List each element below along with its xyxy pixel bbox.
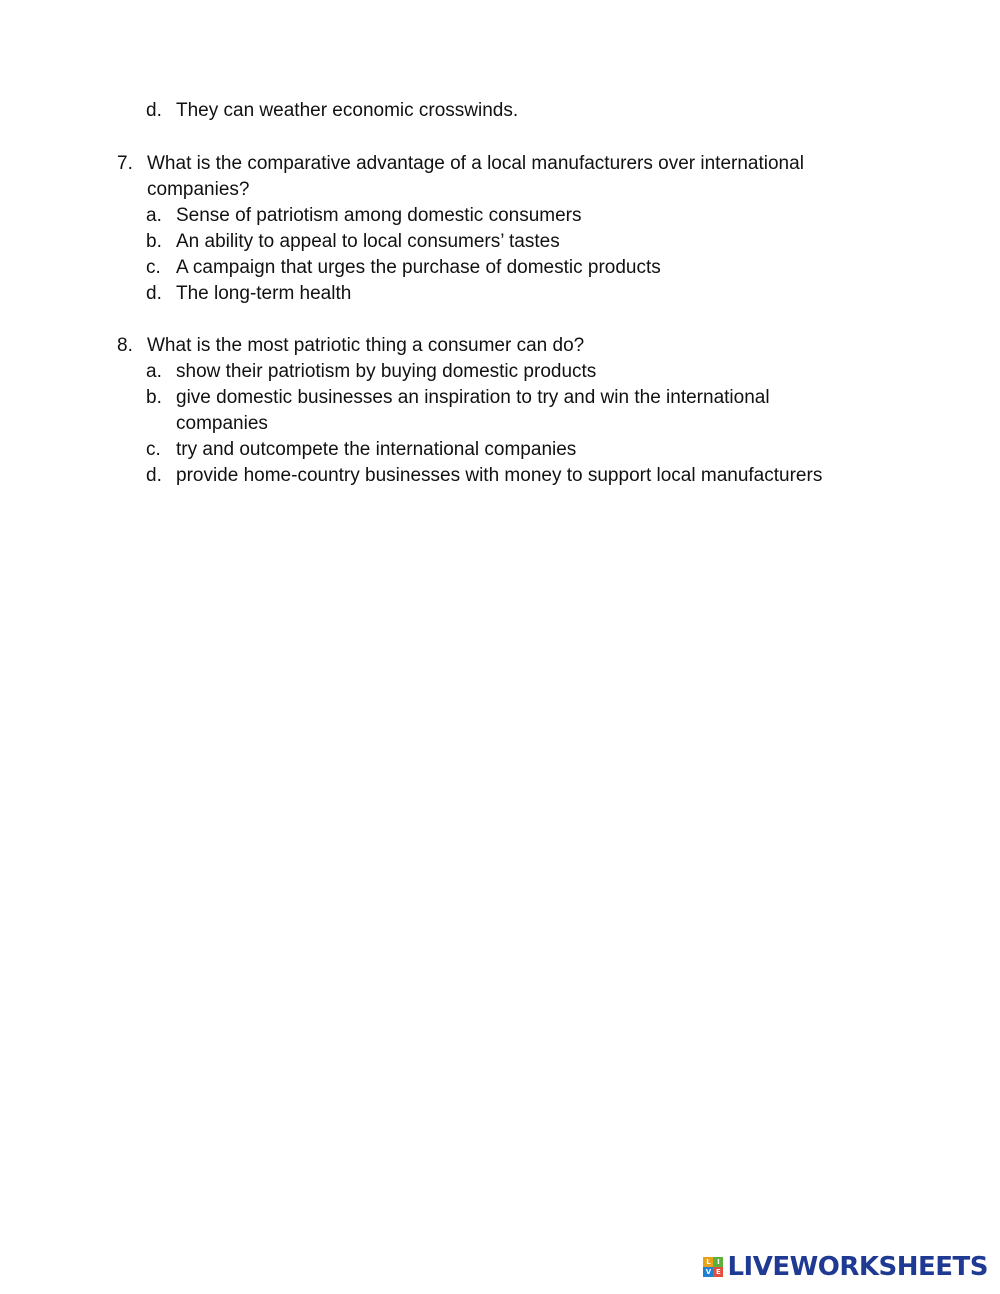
logo-text: LIVEWORKSHEETS: [727, 1252, 988, 1282]
option-text: An ability to appeal to local consumers’ tastes: [176, 231, 560, 252]
option-letter: d.: [146, 283, 162, 304]
question-number: 8.: [117, 335, 133, 356]
question-text: What is the comparative advantage of a local manufacturers over international: [147, 153, 804, 174]
question-number: 7.: [117, 153, 133, 174]
option-text-continued: companies: [176, 413, 268, 434]
option-letter: b.: [146, 387, 162, 408]
logo-letter-v: V: [703, 1267, 713, 1277]
option-letter: d.: [146, 465, 162, 486]
option-letter: b.: [146, 231, 162, 252]
option-letter: a.: [146, 205, 162, 226]
option-letter: d.: [146, 100, 162, 121]
option-text: A campaign that urges the purchase of domestic products: [176, 257, 661, 278]
logo-mark-icon: [703, 1257, 723, 1277]
question-text: What is the most patriotic thing a consumer can do?: [147, 335, 585, 356]
option-text: They can weather economic crosswinds.: [176, 100, 519, 121]
logo-letter-i: I: [713, 1257, 723, 1267]
option-text: give domestic businesses an inspiration to try and win the international: [176, 387, 770, 408]
option-text: Sense of patriotism among domestic consumers: [176, 205, 582, 226]
liveworksheets-logo[interactable]: [703, 1252, 988, 1282]
option-text: show their patriotism by buying domestic products: [176, 361, 597, 382]
option-text: provide home-country businesses with money to support local manufacturers: [176, 465, 823, 486]
option-letter: c.: [146, 439, 161, 460]
logo-letter-l: L: [703, 1257, 713, 1267]
option-letter: a.: [146, 361, 162, 382]
option-text: try and outcompete the international companies: [176, 439, 577, 460]
option-letter: c.: [146, 257, 161, 278]
option-text: The long-term health: [176, 283, 352, 304]
question-text-continued: companies?: [147, 179, 250, 200]
logo-letter-e: E: [713, 1267, 723, 1277]
